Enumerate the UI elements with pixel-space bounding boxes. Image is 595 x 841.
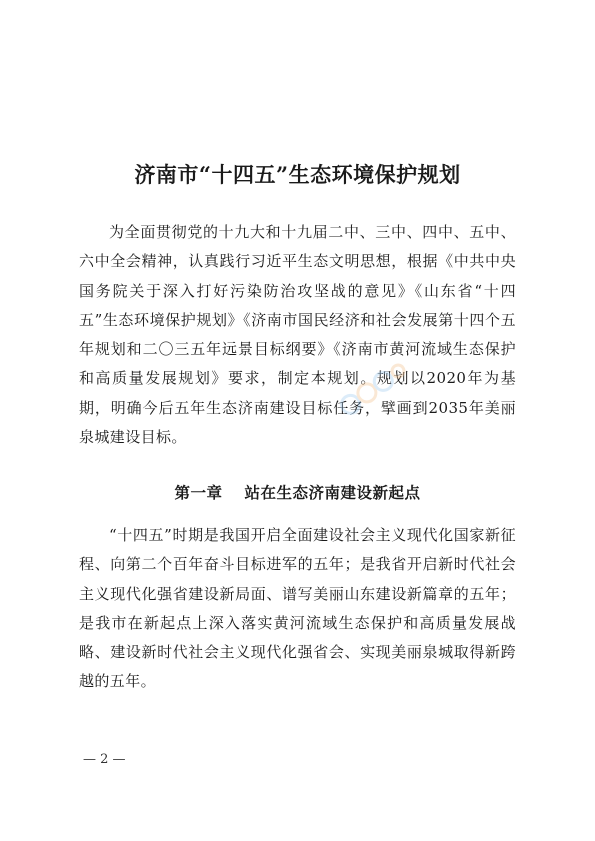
chapter-title: 站在生态济南建设新起点 [244, 483, 421, 502]
chapter-heading [0, 481, 595, 503]
document-title: 济南市“十四五”生态环境保护规划 [134, 162, 461, 187]
intro-paragraph: 为全面贯彻党的十九大和十九届二中、三中、四中、五中、六中全会精神，认真践行习近平生态文明思想，根据《中共中央国务院关于深入打好污染防治攻坚战的意见》《山东省“十四五”生态环境保护规划》《济南市国民经济和社会发展第十四个五年规划和二〇三五年远景目标纲要》《济南市黄河流域生态保护和高质量发展规划》要求，制定本规划。规划以2020年为基期，明确今后五年生态济南建设目标任务，擘画到2035年美丽泉城建设目标。 [79, 223, 516, 447]
page-number: — 2 — [83, 752, 126, 767]
chapter-number: 第一章 [174, 483, 223, 502]
chapter-paragraph: “十四五”时期是我国开启全面建设社会主义现代化国家新征程、向第二个百年奋斗目标进军的五年；是我省开启新时代社会主义现代化强省建设新局面、谱写美丽山东建设新篇章的五年；是我市在新起点上深入落实黄河流域生态保护和高质量发展战略、建设新时代社会主义现代化强省会、实现美丽泉城取得新跨越的五年。 [79, 526, 516, 691]
